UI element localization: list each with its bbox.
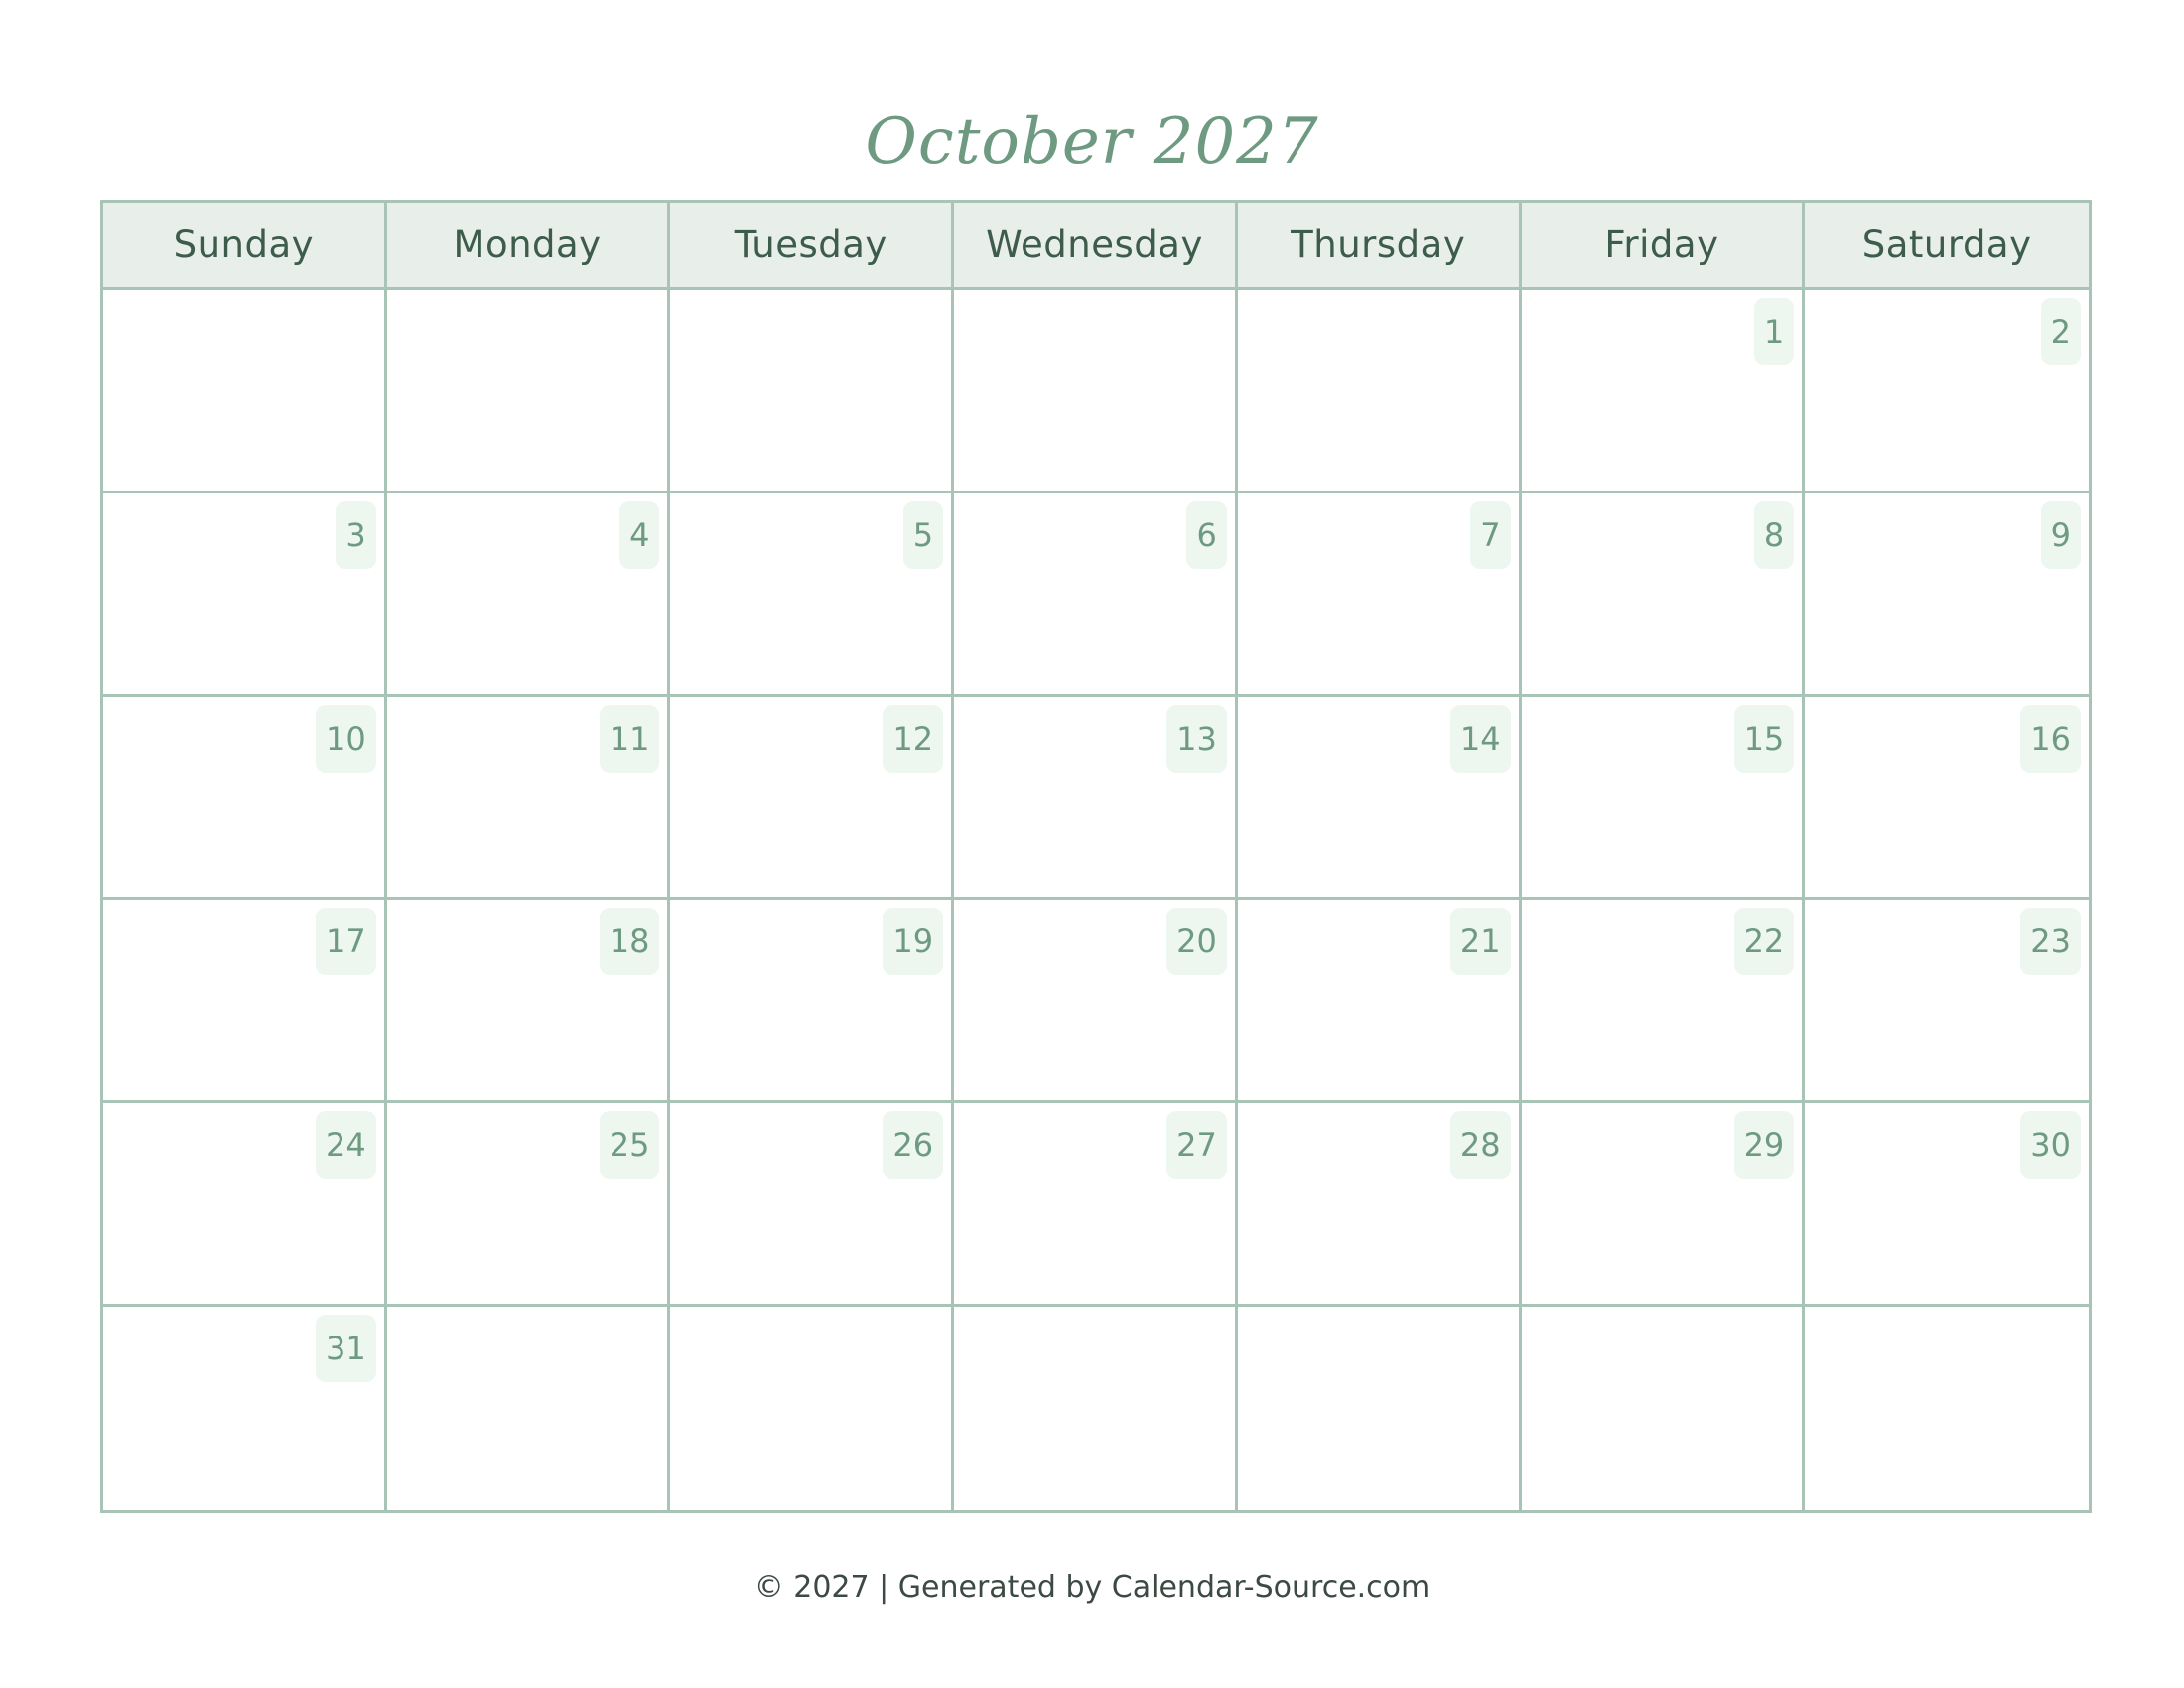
day-cell [670,900,954,1103]
weekday-header-saturday: Saturday [1805,203,2089,290]
day-number: 11 [600,705,660,773]
day-cell [1238,290,1522,493]
day-cell [387,493,671,697]
weekday-header-friday: Friday [1522,203,1806,290]
day-cell [1522,1307,1806,1510]
day-number: 17 [316,908,376,975]
day-cell [1805,1307,2089,1510]
day-number: 8 [1754,501,1794,569]
day-cell [954,900,1238,1103]
day-number: 2 [2041,298,2081,365]
weekday-header-tuesday: Tuesday [670,203,954,290]
day-number: 16 [2020,705,2081,773]
day-cell [1238,1103,1522,1307]
day-number: 22 [1734,908,1795,975]
day-cell [1522,900,1806,1103]
day-cell [670,1307,954,1510]
calendar-grid [100,200,2092,1513]
day-cell [954,1307,1238,1510]
day-number: 21 [1450,908,1511,975]
day-number: 26 [883,1111,943,1179]
day-number: 5 [903,501,943,569]
day-number: 6 [1186,501,1226,569]
day-cell [1238,493,1522,697]
day-cell [387,1103,671,1307]
day-cell [103,290,387,493]
day-cell [1805,900,2089,1103]
day-cell [387,1307,671,1510]
day-number: 25 [600,1111,660,1179]
day-number: 28 [1450,1111,1511,1179]
day-number: 14 [1450,705,1511,773]
day-cell [1238,697,1522,901]
weekday-header-sunday: Sunday [103,203,387,290]
day-number: 3 [336,501,375,569]
day-cell [1238,1307,1522,1510]
day-number: 10 [316,705,376,773]
day-cell [670,290,954,493]
day-cell [954,290,1238,493]
day-cell [1522,697,1806,901]
day-number: 4 [619,501,659,569]
day-cell [387,290,671,493]
footer-credit: © 2027 | Generated by Calendar-Source.com [753,1570,1431,1605]
day-number: 15 [1734,705,1795,773]
day-cell [387,900,671,1103]
day-cell [1522,1103,1806,1307]
calendar-title: October 2027 [865,105,1319,179]
weekday-header-wednesday: Wednesday [954,203,1238,290]
day-cell [670,493,954,697]
day-cell [103,493,387,697]
day-number: 29 [1734,1111,1795,1179]
day-cell [1238,900,1522,1103]
day-number: 31 [316,1315,376,1382]
day-number: 30 [2020,1111,2081,1179]
day-cell [103,1103,387,1307]
day-cell [954,697,1238,901]
day-cell [103,1307,387,1510]
day-number: 9 [2041,501,2081,569]
day-cell [954,1103,1238,1307]
day-number: 19 [883,908,943,975]
day-cell [670,697,954,901]
day-cell [670,1103,954,1307]
day-number: 12 [883,705,943,773]
weekday-header-thursday: Thursday [1238,203,1522,290]
day-number: 7 [1470,501,1510,569]
day-number: 27 [1166,1111,1227,1179]
day-cell [954,493,1238,697]
day-cell [1805,1103,2089,1307]
weekday-header-monday: Monday [387,203,671,290]
day-cell [103,900,387,1103]
day-cell [387,697,671,901]
day-number: 23 [2020,908,2081,975]
day-number: 24 [316,1111,376,1179]
day-cell [1805,290,2089,493]
day-number: 20 [1166,908,1227,975]
day-cell [1522,290,1806,493]
day-number: 18 [600,908,660,975]
day-cell [1805,697,2089,901]
day-number: 1 [1754,298,1794,365]
day-cell [1522,493,1806,697]
day-cell [1805,493,2089,697]
day-cell [103,697,387,901]
day-number: 13 [1166,705,1227,773]
